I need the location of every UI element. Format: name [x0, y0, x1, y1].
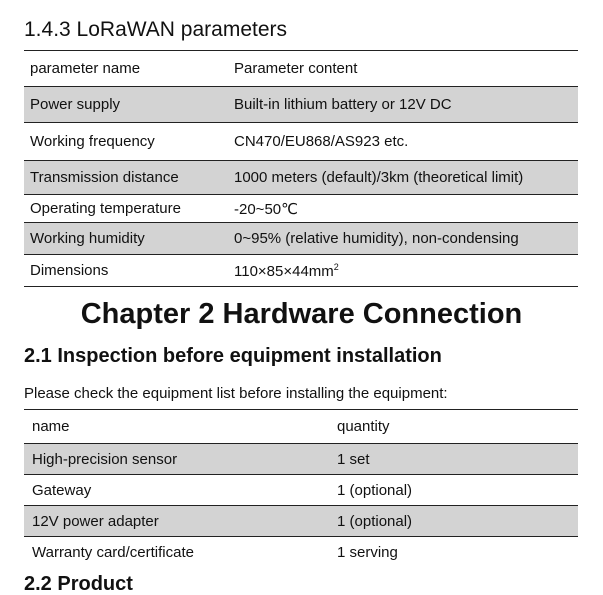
table-row	[24, 161, 578, 195]
table-header-row	[24, 51, 578, 87]
param-name-cell: Working frequency	[24, 123, 228, 161]
param-content-cell	[228, 255, 578, 287]
param-content-cell: 1000 meters (default)/3km (theoretical limit)	[228, 161, 578, 195]
header-cell: Parameter content	[234, 60, 358, 77]
subsection-heading: 2.1 Inspection before equipment installation	[24, 345, 442, 367]
param-name-cell: Operating temperature	[24, 195, 228, 223]
equipment-list-table	[24, 409, 578, 568]
chapter-heading: Chapter 2 Hardware Connection	[80, 298, 523, 330]
equipment-name-cell: 12V power adapter	[24, 506, 329, 537]
intro-text: Please check the equipment list before installing the equipment:	[24, 385, 448, 402]
next-section-heading-partial: 2.2 Product	[24, 573, 133, 595]
dimensions-value: 110×85×44mm	[234, 262, 334, 280]
table-row	[24, 537, 578, 568]
table-row	[24, 223, 578, 255]
header-cell: parameter name	[30, 60, 141, 77]
table-header-row	[24, 410, 578, 444]
param-name-cell: Working humidity	[24, 223, 228, 255]
param-name-cell: Dimensions	[24, 255, 228, 287]
param-name-cell: Power supply	[24, 87, 228, 123]
table-row	[24, 475, 578, 506]
param-content-cell: CN470/EU868/AS923 etc.	[228, 123, 578, 161]
table-row	[24, 255, 578, 287]
equipment-quantity-cell: 1 serving	[329, 537, 578, 568]
equipment-quantity-cell: 1 (optional)	[329, 506, 578, 537]
table-row	[24, 506, 578, 537]
header-cell: quantity	[337, 418, 390, 435]
header-cell: name	[32, 418, 70, 435]
param-content-cell: 0~95% (relative humidity), non-condensing	[228, 223, 578, 255]
table-row	[24, 123, 578, 161]
dimensions-superscript: 2	[333, 261, 339, 272]
table-row	[24, 195, 578, 223]
param-content-cell: Built-in lithium battery or 12V DC	[228, 87, 578, 123]
table-row	[24, 444, 578, 475]
equipment-quantity-cell: 1 (optional)	[329, 475, 578, 506]
equipment-name-cell: Warranty card/certificate	[24, 537, 329, 568]
equipment-name-cell: Gateway	[24, 475, 329, 506]
param-content-cell: -20~50℃	[228, 195, 578, 223]
equipment-quantity-cell: 1 set	[329, 444, 578, 475]
section-heading: 1.4.3 LoRaWAN parameters	[24, 18, 288, 41]
param-name-cell: Transmission distance	[24, 161, 228, 195]
lorawan-parameters-table	[24, 50, 578, 287]
equipment-name-cell: High-precision sensor	[24, 444, 329, 475]
table-row	[24, 87, 578, 123]
